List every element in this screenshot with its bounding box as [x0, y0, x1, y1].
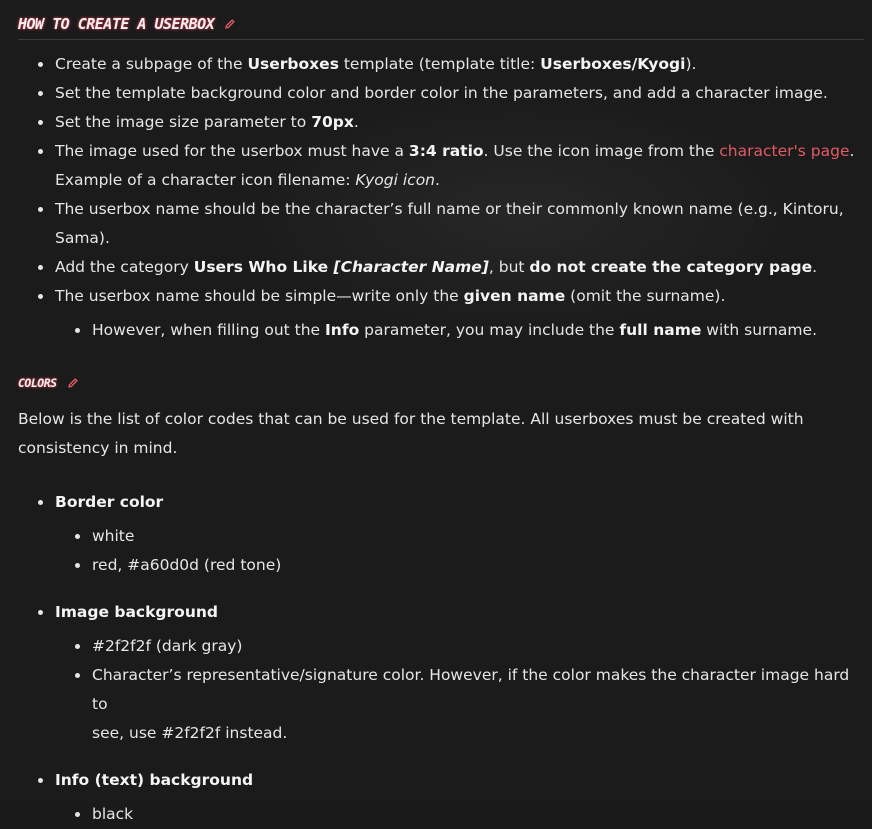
list-item: Image background: [18, 598, 864, 627]
list-item: Info (text) background: [18, 766, 864, 795]
section-heading-colors-text: COLORS: [18, 376, 57, 390]
sub-list-item: Character’s representative/signature color. However, if the color makes the character image hard to see, use #2f2f2f instead.: [18, 661, 864, 748]
sub-list-item: #2f2f2f (dark gray): [18, 632, 864, 661]
characters-page-link[interactable]: character's page: [719, 142, 850, 160]
list-item: Set the template background color and border color in the parameters, and add a character image.: [18, 79, 864, 108]
section-heading-how-to: [18, 8, 864, 40]
sub-list-item: red, #a60d0d (red tone): [18, 551, 864, 580]
section-heading-how-to-text: HOW TO CREATE A USERBOX: [18, 14, 215, 33]
list-item: Create a subpage of the Userboxes template (template title: Userboxes/Kyogi).: [18, 50, 864, 79]
pencil-icon[interactable]: [224, 18, 236, 30]
list-item: The userbox name should be the character’s full name or their commonly known name (e.g., Kintoru, Sama).: [18, 195, 864, 253]
colors-list: [18, 488, 864, 829]
list-item: The userbox name should be simple—write only the given name (omit the surname).: [18, 282, 864, 311]
sub-list-item: However, when filling out the Info parameter, you may include the full name with surname.: [18, 316, 864, 345]
list-item: The image used for the userbox must have a 3:4 ratio. Use the icon image from the character's page. Example of a character icon filename: Kyogi icon.: [18, 137, 864, 195]
list-item: Border color: [18, 488, 864, 517]
pencil-icon[interactable]: [67, 377, 79, 389]
list-item: Set the image size parameter to 70px.: [18, 108, 864, 137]
colors-intro: Below is the list of color codes that can be used for the template. All userboxes must be created with consistency in mind.: [18, 410, 804, 457]
sub-list-item: white: [18, 522, 864, 551]
sub-list-item: black: [18, 800, 864, 829]
how-to-list: [18, 50, 864, 345]
section-heading-colors: [18, 372, 79, 394]
list-item: Add the category Users Who Like [Character Name], but do not create the category page.: [18, 253, 864, 282]
